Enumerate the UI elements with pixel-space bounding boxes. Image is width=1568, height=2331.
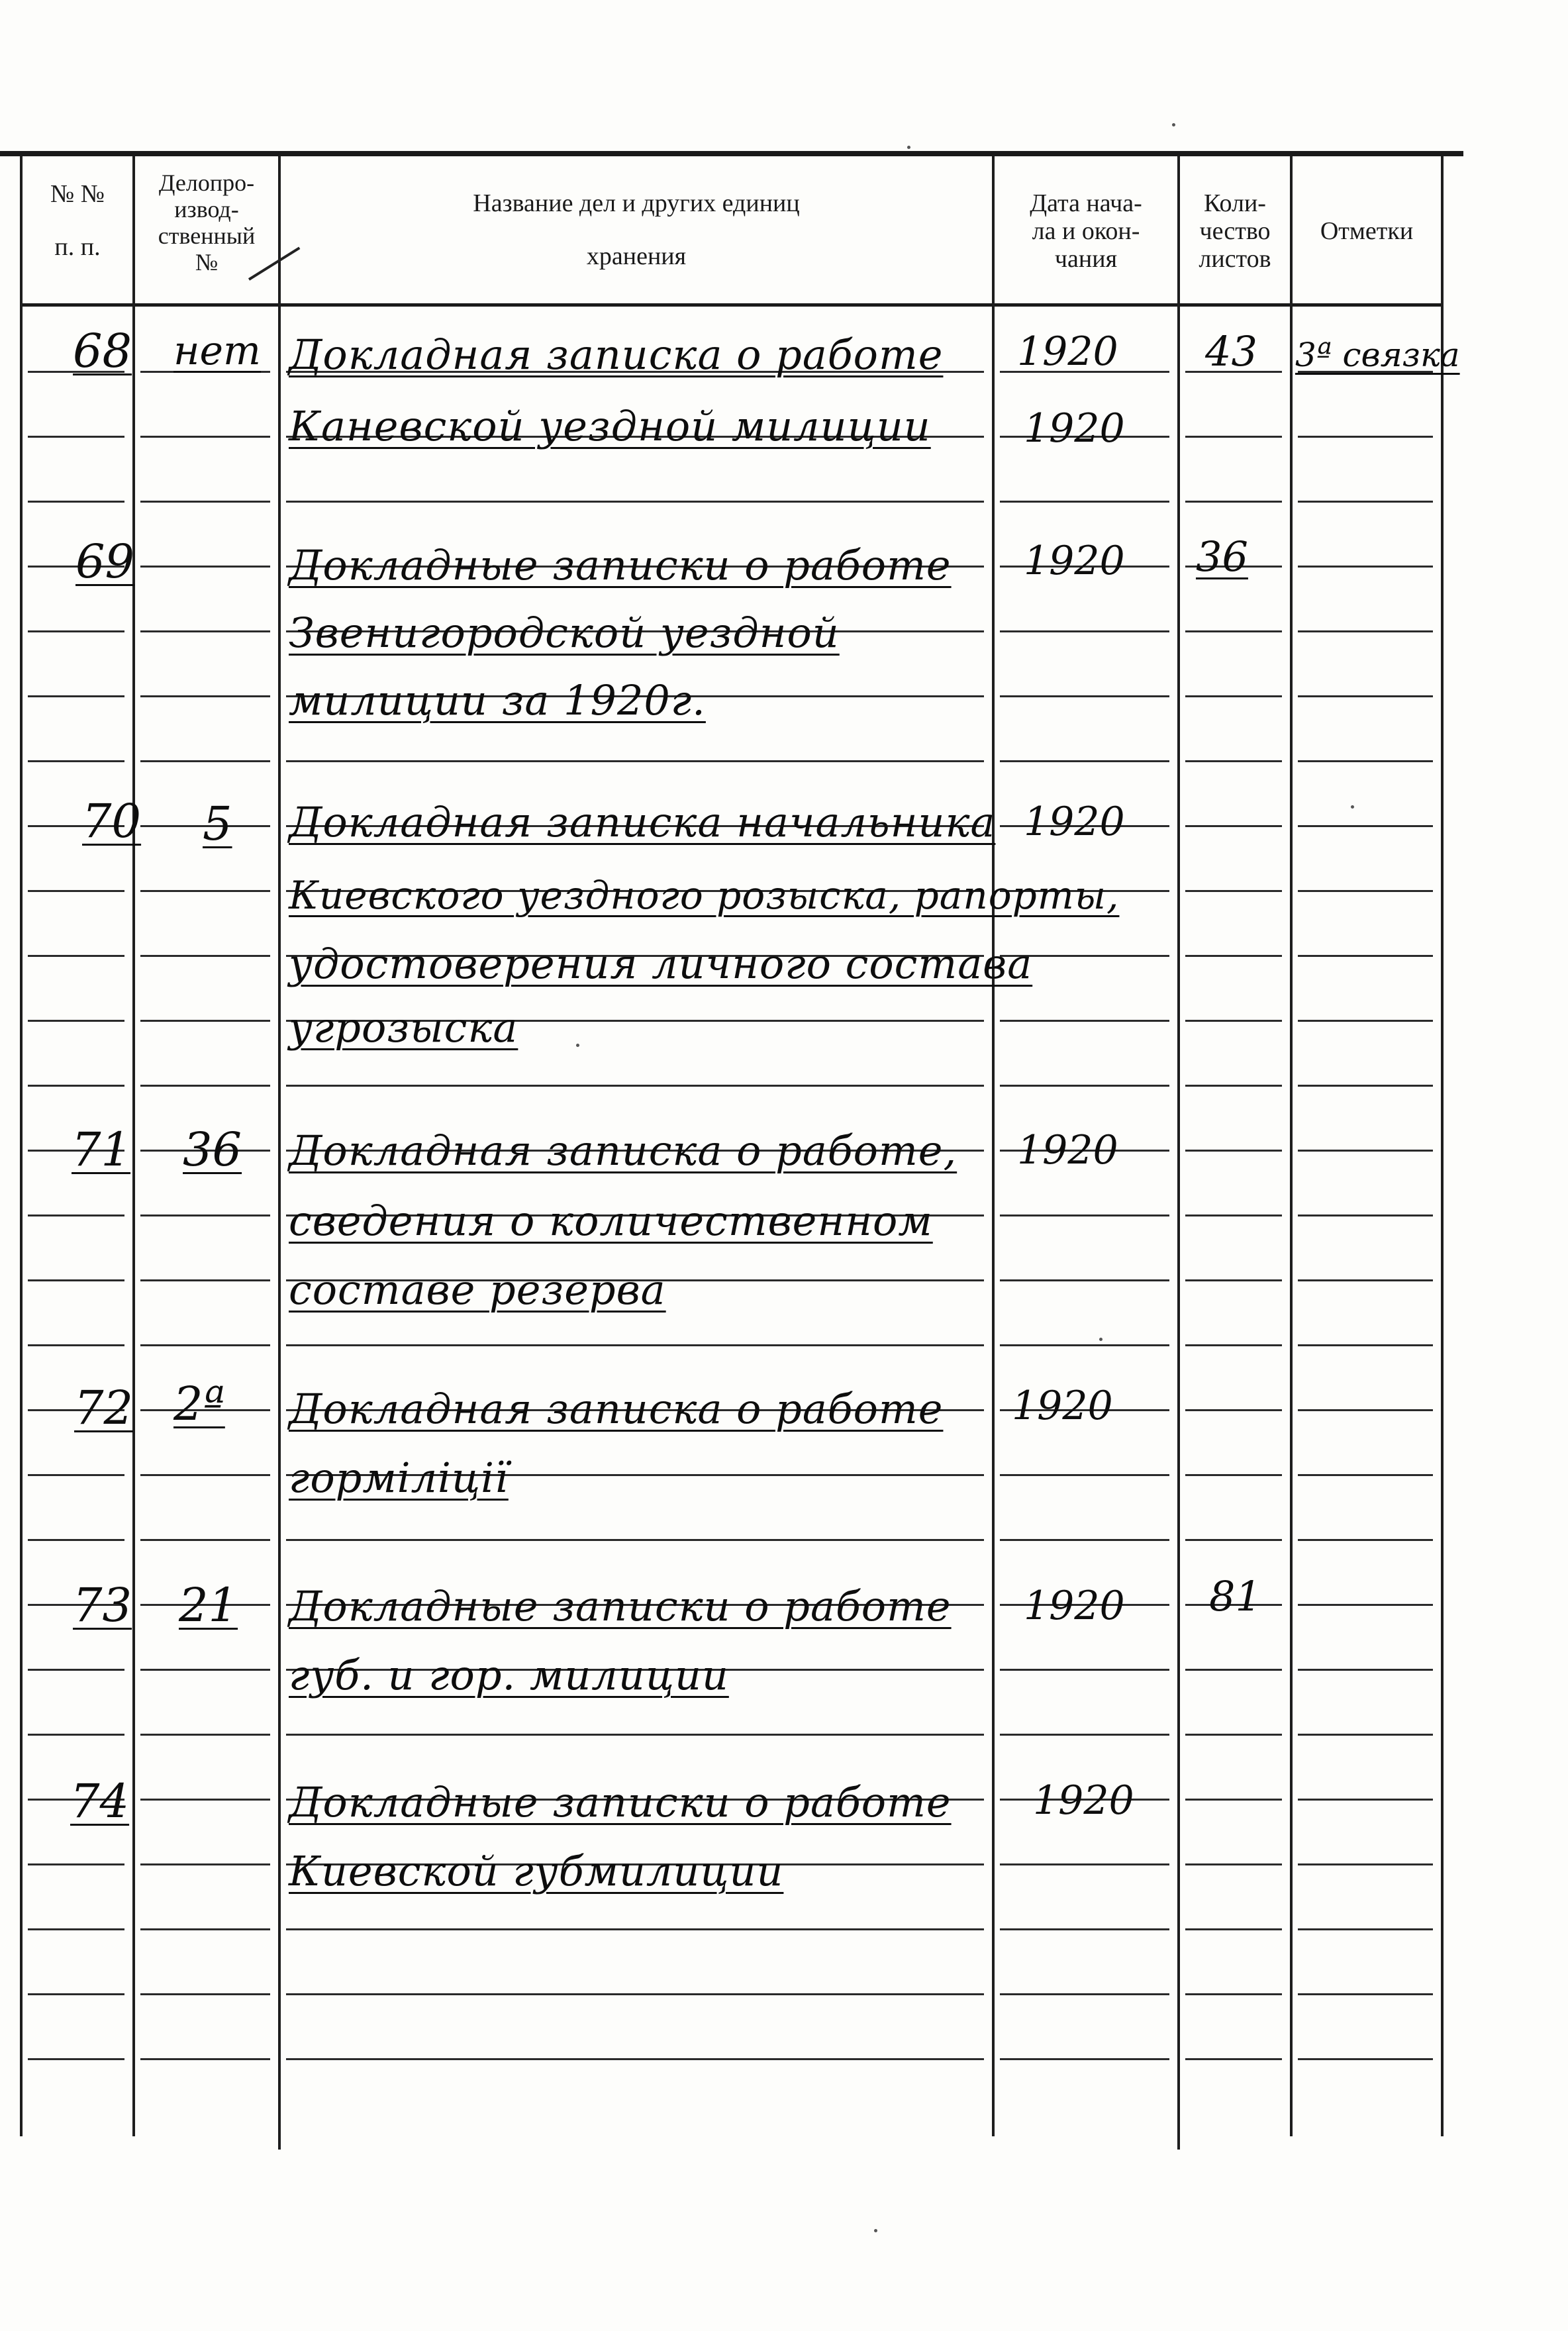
row-71-date-start: 1920 [1017, 1127, 1118, 1173]
header-title-line1: Название дел и других единиц [473, 189, 800, 217]
ruled-line [140, 1279, 270, 1281]
ruled-line [1298, 1409, 1433, 1411]
ruled-line [140, 1215, 270, 1216]
ruled-line [140, 890, 270, 892]
ruled-line [28, 1085, 124, 1087]
header-dates-line3: чания [1054, 245, 1118, 273]
ruled-line [1000, 1863, 1169, 1865]
column-line-1 [132, 156, 135, 2136]
ruled-line [286, 1344, 984, 1346]
ruled-line [28, 1539, 124, 1541]
row-70-title-line4: угрозыска [289, 1003, 518, 1052]
ruled-line [1000, 1085, 1169, 1087]
row-69-date-start: 1920 [1024, 538, 1125, 584]
row-73-sheets: 81 [1209, 1572, 1261, 1620]
ruled-line [28, 1279, 124, 1281]
ruled-line [1000, 1344, 1169, 1346]
ruled-line [1185, 1863, 1282, 1865]
ruled-line [1298, 825, 1433, 827]
ruled-line [1298, 1474, 1433, 1476]
scan-speck [1172, 123, 1175, 126]
row-73-title-line1: Докладные записки о работе [289, 1582, 952, 1630]
row-74-title-line1: Докладные записки о работе [289, 1778, 952, 1826]
column-line-4 [1177, 156, 1180, 2150]
ruled-line [1298, 1734, 1433, 1736]
ruled-line [1298, 1863, 1433, 1865]
ruled-line [286, 1085, 984, 1087]
header-dates [995, 189, 1177, 273]
ruled-line [1185, 1539, 1282, 1541]
ruled-line [28, 1734, 124, 1736]
ruled-line [1185, 1799, 1282, 1801]
row-68-date-end: 1920 [1024, 405, 1125, 452]
header-office-line4: № [195, 249, 219, 275]
ruled-line [28, 1215, 124, 1216]
ruled-line [140, 1799, 270, 1801]
row-68-notes: 3ª связка [1295, 336, 1460, 374]
ruled-line [1185, 760, 1282, 762]
header-sheets-line2: чество [1199, 217, 1271, 245]
row-69-num: 69 [75, 534, 135, 589]
header-num [23, 180, 132, 261]
ruled-line [140, 1669, 270, 1671]
row-73-num: 73 [73, 1578, 132, 1632]
ruled-line [140, 1734, 270, 1736]
ruled-line [28, 890, 124, 892]
ruled-line [1298, 1150, 1433, 1152]
ruled-line [140, 501, 270, 503]
ruled-line [140, 1539, 270, 1541]
ruled-line [1000, 1215, 1169, 1216]
ruled-line [1185, 1474, 1282, 1476]
row-69-title-line3: милиции за 1920г. [289, 676, 706, 724]
ruled-line [1298, 1604, 1433, 1606]
ruled-line [1185, 1993, 1282, 1995]
ruled-line [28, 955, 124, 957]
row-71-office: 36 [183, 1122, 242, 1177]
row-70-title-line2: Киевского уездного розыска, рапорты, [289, 873, 1120, 918]
ruled-line [1298, 1669, 1433, 1671]
ruled-line [140, 1863, 270, 1865]
ruled-line [1000, 1734, 1169, 1736]
ruled-line [1185, 1020, 1282, 1022]
row-68-num: 68 [73, 324, 132, 378]
ruled-line [140, 1993, 270, 1995]
ruled-line [1185, 436, 1282, 438]
ruled-line [286, 1734, 984, 1736]
column-line-left [20, 156, 23, 2136]
ruled-line [1000, 630, 1169, 632]
column-line-5 [1290, 156, 1293, 2136]
row-74-date-start: 1920 [1033, 1777, 1134, 1824]
row-68-title-line2: Каневской уездной милиции [289, 402, 931, 450]
row-70-title-line3: удостоверения личного состава [289, 940, 1033, 988]
ruled-line [1185, 825, 1282, 827]
ruled-line [1298, 1344, 1433, 1346]
ruled-line [1185, 2058, 1282, 2060]
ruled-line [1298, 1085, 1433, 1087]
ruled-line [1185, 1150, 1282, 1152]
ruled-line [28, 1020, 124, 1022]
ruled-line [1000, 1669, 1169, 1671]
row-74-num: 74 [70, 1774, 130, 1828]
ruled-line [140, 1928, 270, 1930]
ruled-line [286, 1993, 984, 1995]
ruled-line [1185, 1734, 1282, 1736]
ruled-line [1185, 630, 1282, 632]
ruled-line [1298, 1279, 1433, 1281]
ruled-line [1298, 955, 1433, 957]
row-72-title-line1: Докладная записка о работе [289, 1385, 944, 1433]
ruled-line [28, 1928, 124, 1930]
ruled-line [1000, 1020, 1169, 1022]
ruled-line [1185, 1344, 1282, 1346]
ruled-line [1298, 1215, 1433, 1216]
scan-speck [1351, 805, 1354, 809]
header-notes-label: Отметки [1320, 217, 1414, 245]
row-72-num: 72 [74, 1381, 134, 1435]
row-71-title-line2: сведения о количественном [289, 1197, 933, 1245]
header-dates-line2: ла и окон- [1032, 217, 1140, 245]
row-70-office: 5 [203, 797, 232, 851]
ruled-line [1185, 1085, 1282, 1087]
ruled-line [28, 436, 124, 438]
ruled-line [140, 436, 270, 438]
ruled-line [140, 1474, 270, 1476]
header-separator [20, 303, 1444, 307]
header-office-line2: извод- [174, 196, 239, 223]
ruled-line [1298, 1020, 1433, 1022]
ruled-line [1298, 695, 1433, 697]
ruled-line [1298, 630, 1433, 632]
ruled-line [1298, 2058, 1433, 2060]
ruled-line [1185, 1279, 1282, 1281]
ruled-line [28, 2058, 124, 2060]
column-line-3 [992, 156, 995, 2136]
row-68-office: нет [173, 328, 261, 374]
header-office-line1: Делопро- [158, 170, 255, 196]
header-title-line2: хранения [586, 242, 687, 270]
ruled-line [1298, 1539, 1433, 1541]
ruled-line [28, 501, 124, 503]
row-73-title-line2: губ. и гор. милиции [289, 1651, 729, 1699]
row-74-title-line2: Киевской губмилиции [289, 1847, 784, 1895]
ruled-line [1298, 566, 1433, 568]
ruled-line [28, 760, 124, 762]
ruled-line [140, 1344, 270, 1346]
ruled-line [286, 760, 984, 762]
row-71-title-line3: составе резерва [289, 1265, 666, 1314]
ruled-line [28, 1669, 124, 1671]
row-70-title-line1: Докладная записка начальника [289, 798, 996, 846]
ruled-line [28, 1993, 124, 1995]
header-sheets-line3: листов [1199, 245, 1271, 273]
ruled-line [1000, 1279, 1169, 1281]
ruled-line [1185, 695, 1282, 697]
ruled-line [140, 1085, 270, 1087]
ruled-line [1298, 760, 1433, 762]
column-line-right [1441, 156, 1444, 2136]
ruled-line [1185, 955, 1282, 957]
row-70-date-start: 1920 [1024, 799, 1125, 845]
ruled-line [140, 955, 270, 957]
ruled-line [140, 2058, 270, 2060]
row-72-office: 2ª [173, 1377, 225, 1431]
ruled-line [1185, 501, 1282, 503]
scan-speck [576, 1044, 579, 1047]
ruled-line [1298, 1993, 1433, 1995]
ruled-line [1185, 1409, 1282, 1411]
ruled-line [1000, 695, 1169, 697]
header-sheets-line1: Коли- [1204, 189, 1266, 217]
row-69-title-line1: Докладные записки о работе [289, 541, 952, 589]
ruled-line [1298, 1928, 1433, 1930]
row-68-title-line1: Докладная записка о работе [289, 330, 944, 379]
row-73-office: 21 [179, 1578, 238, 1632]
ruled-line [28, 1474, 124, 1476]
ruled-line [1298, 436, 1433, 438]
ruled-line [1298, 501, 1433, 503]
row-71-title-line1: Докладная записка о работе, [289, 1126, 957, 1175]
scan-speck [907, 146, 910, 149]
ruled-line [28, 630, 124, 632]
ruled-line [28, 1344, 124, 1346]
ruled-line [1000, 2058, 1169, 2060]
header-notes [1293, 217, 1441, 245]
ruled-line [1000, 1474, 1169, 1476]
ruled-line [1185, 1215, 1282, 1216]
ruled-line [1185, 890, 1282, 892]
ruled-line [286, 1539, 984, 1541]
header-num-line2: п. п. [54, 233, 101, 261]
header-title [281, 189, 992, 270]
header-office [135, 170, 278, 275]
header-sheets [1180, 189, 1290, 273]
ruled-line [286, 1928, 984, 1930]
scan-speck [874, 2229, 877, 2232]
row-73-date-start: 1920 [1024, 1583, 1125, 1629]
ruled-line [140, 566, 270, 568]
column-line-2 [278, 156, 281, 2150]
ruled-line [140, 760, 270, 762]
ruled-line [1000, 1993, 1169, 1995]
top-rule [0, 151, 1463, 156]
ruled-line [28, 695, 124, 697]
scan-speck [1099, 1338, 1102, 1341]
row-71-num: 71 [72, 1122, 131, 1177]
row-72-title-line2: горміліції [289, 1454, 509, 1502]
ruled-line [286, 501, 984, 503]
ruled-line [140, 630, 270, 632]
row-68-sheets: 43 [1205, 327, 1257, 375]
ruled-line [1000, 1928, 1169, 1930]
ruled-line [1000, 1539, 1169, 1541]
ruled-line [140, 1020, 270, 1022]
ruled-line [1298, 890, 1433, 892]
header-office-line3: ственный [158, 223, 256, 249]
ruled-line [1185, 1928, 1282, 1930]
header-num-line1: № № [50, 180, 105, 208]
header-dates-line1: Дата нача- [1030, 189, 1142, 217]
row-69-title-line2: Звенигородской уездной [289, 609, 840, 657]
row-69-sheets: 36 [1196, 532, 1248, 581]
ruled-line [1298, 1799, 1433, 1801]
ruled-line [1000, 501, 1169, 503]
row-70-num: 70 [82, 794, 142, 848]
ruled-line [1000, 760, 1169, 762]
ruled-line [140, 695, 270, 697]
row-68-date-start: 1920 [1017, 328, 1118, 375]
ruled-line [28, 1863, 124, 1865]
row-72-date-start: 1920 [1012, 1383, 1113, 1429]
ruled-line [286, 2058, 984, 2060]
ruled-line [1185, 1669, 1282, 1671]
